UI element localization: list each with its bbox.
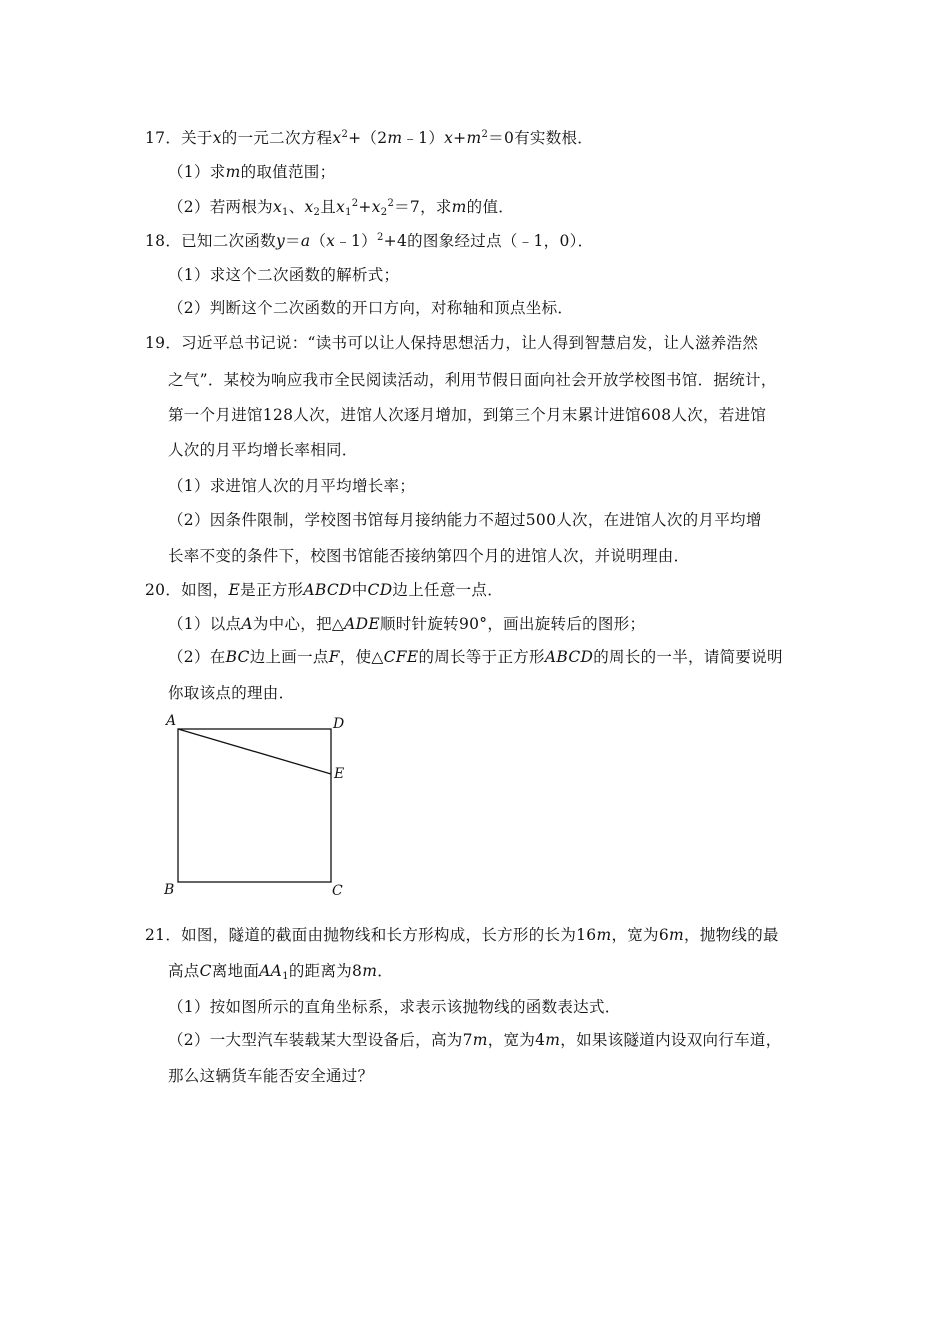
label-d: D: [333, 716, 345, 732]
q18-line: 18．已知二次函数y＝a（x﹣1）$^2$+4的图象经过点（﹣1，0）．: [145, 232, 594, 250]
label-e: E: [334, 766, 345, 782]
q17-sub1: （1）求m的取值范围；: [168, 163, 336, 181]
q19-line4: 人次的月平均增长率相同．: [168, 441, 358, 459]
q19-line3: 第一个月进馆128人次，进馆人次逐月增加，到第三个月末累计进馆608人次，若进馆: [168, 406, 767, 424]
question-number: 17．: [145, 129, 182, 147]
question-number: 18．: [145, 232, 182, 250]
q20-sub1: （1）以点A为中心，把△ADE顺时针旋转90°，画出旋转后的图形；: [168, 615, 646, 633]
q20-sub2: （2）在BC边上画一点F，使△CFE的周长等于正方形ABCD的周长的一半，请简要说明: [168, 648, 783, 666]
question-number: 20．: [145, 581, 182, 599]
question-number: 21．: [145, 926, 182, 944]
q20-line: 20．如图，E是正方形ABCD中CD边上任意一点．: [145, 581, 504, 599]
q20-sub2b: 你取该点的理由．: [168, 684, 295, 702]
label-a: A: [166, 713, 177, 729]
q21-sub2: （2）一大型汽车装载某大型设备后，高为7m，宽为4m，如果该隧道内设双向行车道，: [168, 1031, 782, 1049]
q19-line2: 之气”．某校为响应我市全民阅读活动，利用节假日面向社会开放学校图书馆．据统计，: [168, 371, 777, 389]
q21-line2: 高点C离地面$AA_1$的距离为8m．: [168, 962, 394, 982]
q19-sub2a: （2）因条件限制，学校图书馆每月接纳能力不超过500人次，在进馆人次的月平均增: [168, 511, 762, 529]
q19-sub1: （1）求进馆人次的月平均增长率；: [168, 477, 416, 495]
q18-sub1: （1）求这个二次函数的解析式；: [168, 266, 400, 284]
q21-sub2b: 那么这辆货车能否安全通过？: [168, 1067, 374, 1085]
segment-ae: [178, 729, 331, 774]
q19-sub2b: 长率不变的条件下，校图书馆能否接纳第四个月的进馆人次，并说明理由．: [168, 547, 690, 565]
q19-line1: 19．习近平总书记说：“读书可以让人保持思想活力，让人得到智慧启发，让人滋养浩然: [145, 334, 759, 352]
square-figure: [160, 708, 360, 903]
q17-line: 17．关于x的一元二次方程$x^2+(2m﹣1)x+m^2=0$有实数根．: [145, 129, 594, 147]
q18-sub2: （2）判断这个二次函数的开口方向，对称轴和顶点坐标．: [168, 299, 574, 317]
q21-sub1: （1）按如图所示的直角坐标系，求表示该抛物线的函数表达式．: [168, 998, 621, 1016]
label-c: C: [332, 883, 343, 899]
q17-sub2: （2）若两根为$x_1$、$x_2$且$x_1^2+x_2^2=7$，求m的值．: [168, 198, 515, 218]
q21-line1: 21．如图，隧道的截面由抛物线和长方形构成，长方形的长为16m，宽为6m，抛物线的最: [145, 926, 779, 944]
label-b: B: [164, 882, 175, 898]
question-number: 19．: [145, 334, 182, 352]
